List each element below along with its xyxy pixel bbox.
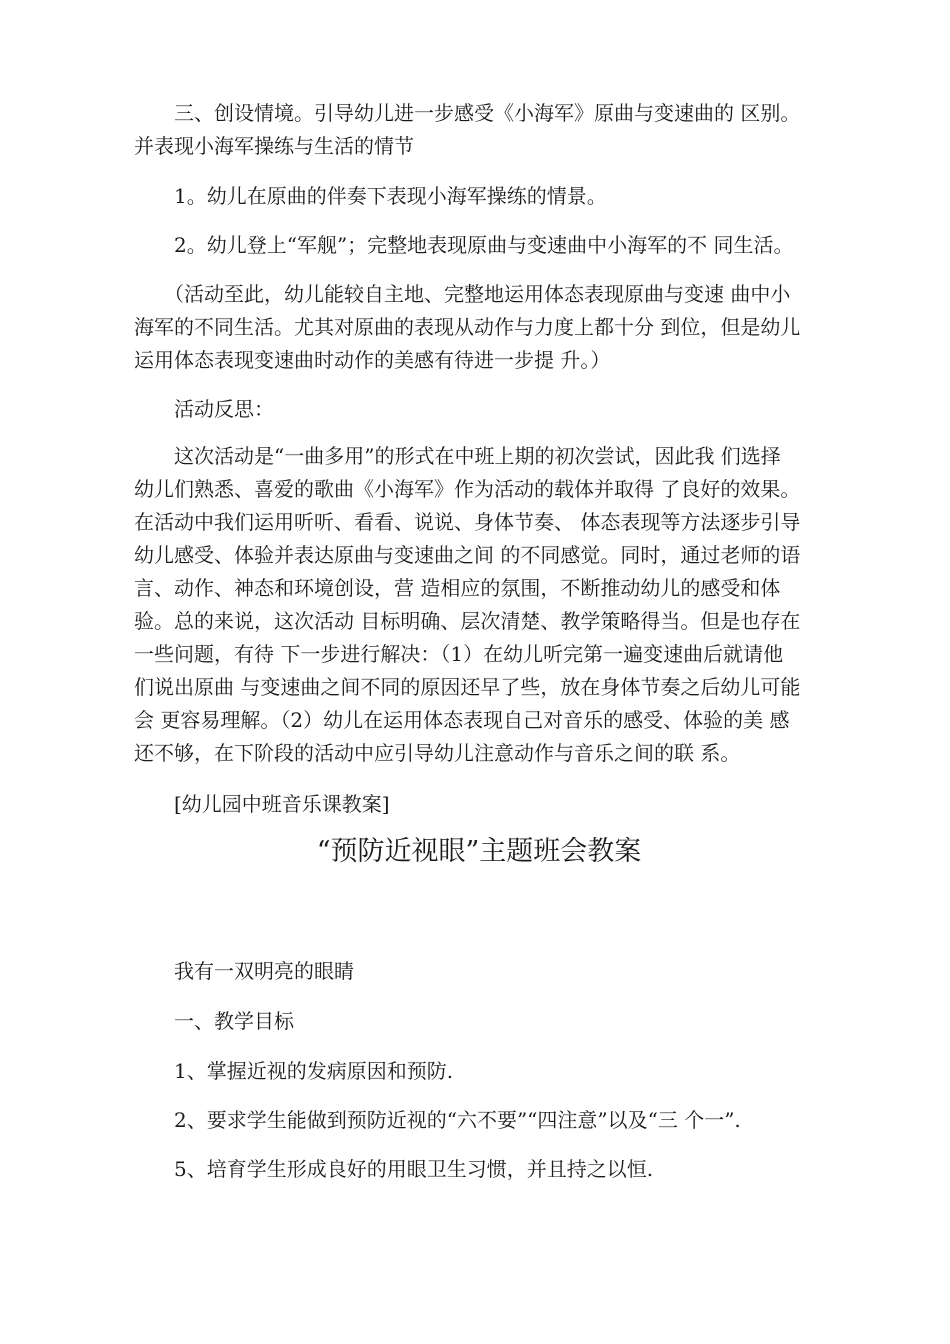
text-line: [幼儿园中班音乐课教案] bbox=[134, 792, 390, 816]
text-line: 在活动中我们运用听听、看看、说说、身体节奏、 体态表现等方法逐步引导 bbox=[134, 510, 801, 534]
text-line: 1。幼儿在原曲的伴奏下表现小海军操练的情景。 bbox=[134, 184, 607, 208]
paragraph-goal1 bbox=[134, 1055, 824, 1088]
text-line: 幼儿感受、体验并表达原曲与变速曲之间 的不同感觉。同时，通过老师的语 bbox=[134, 543, 801, 567]
text-line: 5、培育学生形成良好的用眼卫生习惯，并且持之以恒. bbox=[134, 1157, 654, 1181]
paragraph-reflection bbox=[134, 440, 824, 770]
paragraph-reflection-heading bbox=[134, 393, 824, 426]
text-line: 这次活动是“一曲多用”的形式在中班上期的初次尝试，因此我 们选择 bbox=[134, 444, 781, 468]
paragraph-goals-heading bbox=[134, 1005, 824, 1038]
paragraph-goal5 bbox=[134, 1153, 824, 1186]
text-line: 言、动作、神态和环境创设，营 造相应的氛围，不断推动幼儿的感受和体 bbox=[134, 576, 781, 600]
paragraph-goal2 bbox=[134, 1104, 824, 1137]
text-line: 一、教学目标 bbox=[134, 1009, 294, 1033]
text-line: 运用体态表现变速曲时动作的美感有待进一步提 升。） bbox=[134, 348, 611, 372]
paragraph-subtitle bbox=[134, 955, 824, 988]
text-line: 1、掌握近视的发病原因和预防. bbox=[134, 1059, 454, 1083]
page-title: “预防近视眼”主题班会教案 bbox=[316, 836, 642, 867]
paragraph-note bbox=[134, 278, 824, 377]
text-line: 活动反思： bbox=[134, 397, 274, 421]
paragraph-tag bbox=[134, 788, 824, 821]
text-line: 2、要求学生能做到预防近视的“六不要”“四注意”以及“三 个一”. bbox=[134, 1108, 741, 1132]
text-line: 2。幼儿登上“军舰”；完整地表现原曲与变速曲中小海军的不 同生活。 bbox=[134, 233, 794, 257]
text-line: 并表现小海军操练与生活的情节 bbox=[134, 134, 414, 158]
text-line: 一些问题，有待 下一步进行解决：（1）在幼儿听完第一遍变速曲后就请他 bbox=[134, 642, 784, 666]
text-line: （活动至此，幼儿能较自主地、完整地运用体态表现原曲与变速 曲中小 bbox=[134, 282, 791, 306]
text-line: 验。总的来说，这次活动 目标明确、层次清楚、教学策略得当。但是也存在 bbox=[134, 609, 801, 633]
paragraph-step2 bbox=[134, 229, 824, 262]
text-line: 还不够，在下阶段的活动中应引导幼儿注意动作与音乐之间的联 系。 bbox=[134, 741, 741, 765]
text-line: 们说出原曲 与变速曲之间不同的原因还早了些，放在身体节奏之后幼儿可能 bbox=[134, 675, 801, 699]
text-line: 会 更容易理解。（2）幼儿在运用体态表现自己对音乐的感受、体验的美 感 bbox=[134, 708, 790, 732]
text-line: 海军的不同生活。尤其对原曲的表现从动作与力度上都十分 到位，但是幼儿 bbox=[134, 315, 801, 339]
text-line: 我有一双明亮的眼睛 bbox=[134, 959, 354, 983]
paragraph-section3 bbox=[134, 97, 824, 163]
paragraph-step1 bbox=[134, 180, 824, 213]
text-line: 三、创设情境。引导幼儿进一步感受《小海军》原曲与变速曲的 区别。 bbox=[134, 101, 801, 125]
text-line: 幼儿们熟悉、喜爱的歌曲《小海军》作为活动的载体并取得 了良好的效果。 bbox=[134, 477, 801, 501]
